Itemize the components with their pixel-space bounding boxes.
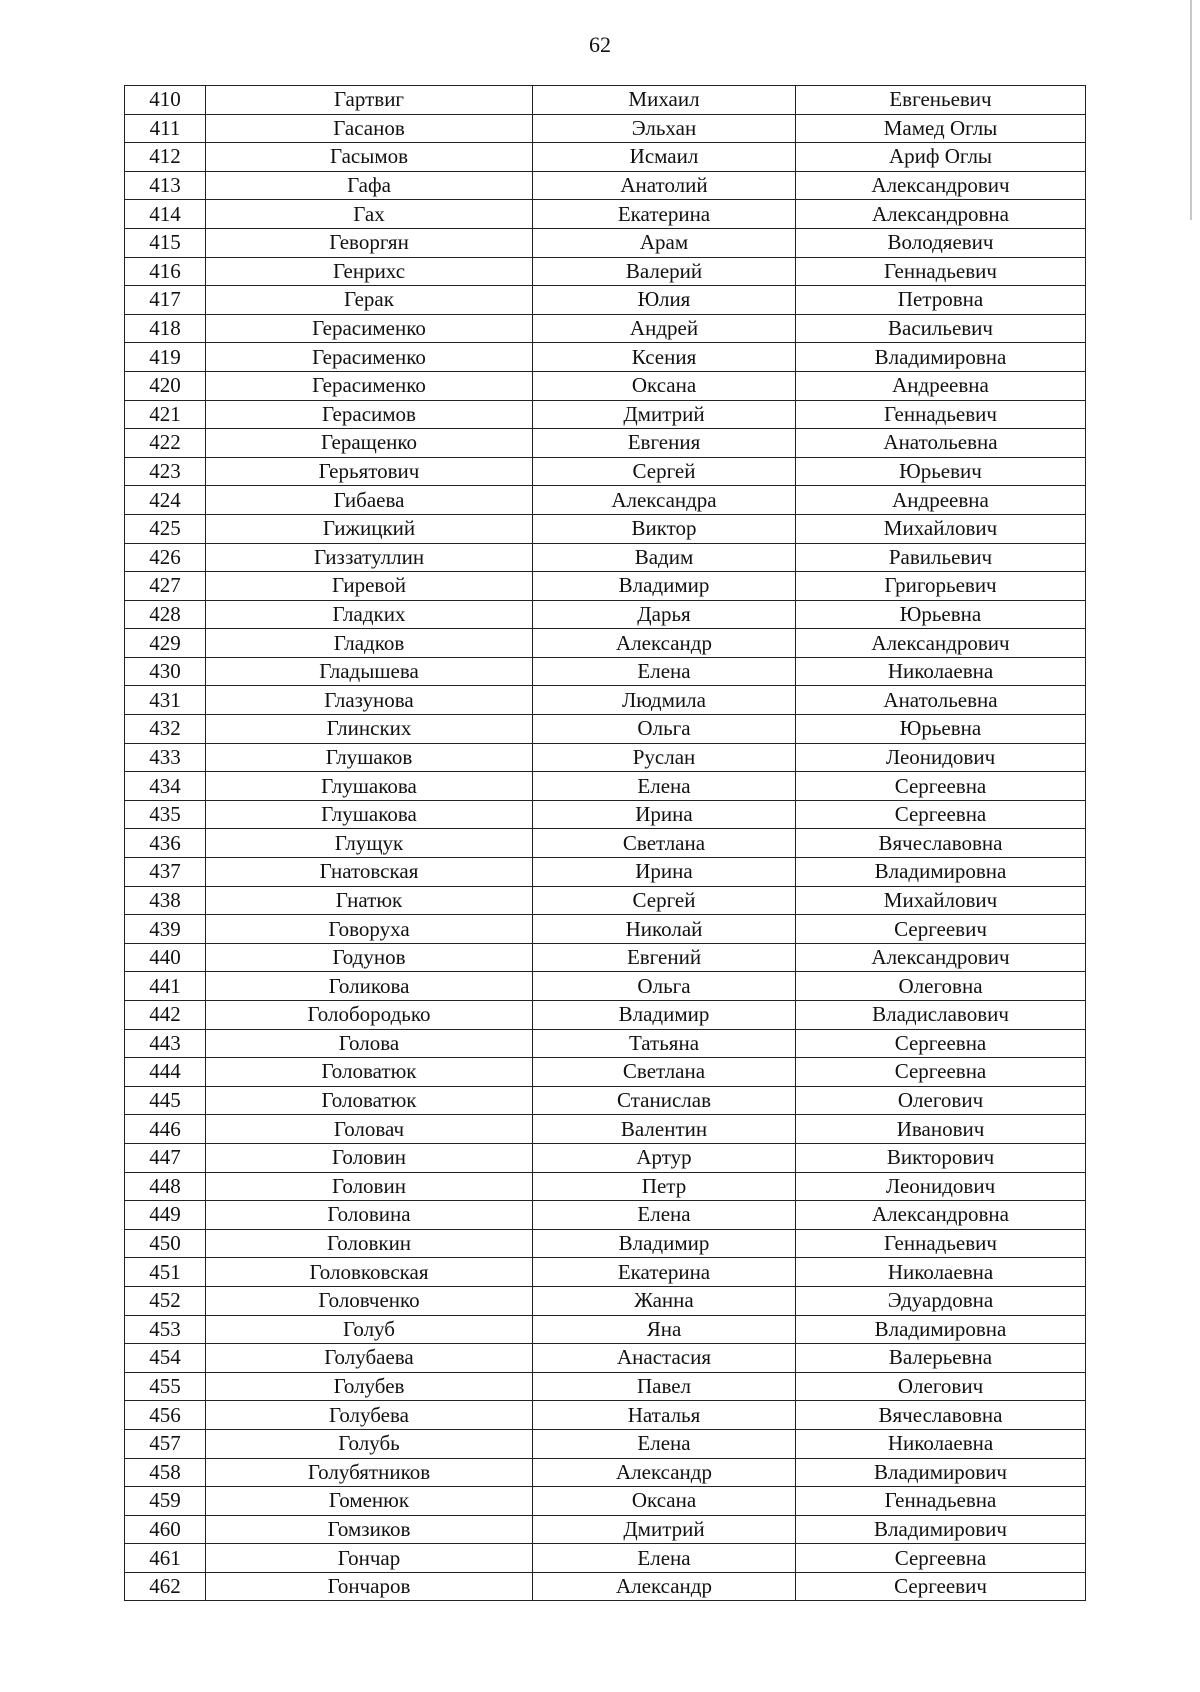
last-name-cell: Герак <box>206 286 533 315</box>
patronymic-cell: Сергеевна <box>796 1544 1086 1573</box>
table-row <box>125 800 1086 829</box>
table-row <box>125 286 1086 315</box>
first-name-cell: Александр <box>533 629 796 658</box>
table-row <box>125 1172 1086 1201</box>
row-number-cell: 456 <box>125 1401 206 1430</box>
table-row <box>125 1001 1086 1030</box>
table-row <box>125 886 1086 915</box>
row-number-cell: 452 <box>125 1286 206 1315</box>
row-number-cell: 420 <box>125 371 206 400</box>
table-row <box>125 743 1086 772</box>
table-row <box>125 343 1086 372</box>
last-name-cell: Гафа <box>206 171 533 200</box>
last-name-cell: Говоруха <box>206 915 533 944</box>
last-name-cell: Головина <box>206 1201 533 1230</box>
first-name-cell: Дмитрий <box>533 400 796 429</box>
patronymic-cell: Иванович <box>796 1115 1086 1144</box>
row-number-cell: 414 <box>125 200 206 229</box>
patronymic-cell: Сергеевич <box>796 915 1086 944</box>
last-name-cell: Голубятников <box>206 1458 533 1487</box>
first-name-cell: Светлана <box>533 829 796 858</box>
patronymic-cell: Александрович <box>796 629 1086 658</box>
last-name-cell: Головкин <box>206 1229 533 1258</box>
table-row <box>125 972 1086 1001</box>
row-number-cell: 410 <box>125 86 206 115</box>
last-name-cell: Гладких <box>206 600 533 629</box>
first-name-cell: Валерий <box>533 257 796 286</box>
last-name-cell: Гладков <box>206 629 533 658</box>
names-table-body <box>125 86 1086 1601</box>
first-name-cell: Александра <box>533 486 796 515</box>
first-name-cell: Артур <box>533 1143 796 1172</box>
patronymic-cell: Олегович <box>796 1372 1086 1401</box>
first-name-cell: Александр <box>533 1458 796 1487</box>
last-name-cell: Глазунова <box>206 686 533 715</box>
table-row <box>125 829 1086 858</box>
row-number-cell: 446 <box>125 1115 206 1144</box>
table-row <box>125 1487 1086 1516</box>
row-number-cell: 449 <box>125 1201 206 1230</box>
first-name-cell: Елена <box>533 657 796 686</box>
last-name-cell: Геращенко <box>206 429 533 458</box>
patronymic-cell: Петровна <box>796 286 1086 315</box>
patronymic-cell: Викторович <box>796 1143 1086 1172</box>
first-name-cell: Петр <box>533 1172 796 1201</box>
first-name-cell: Эльхан <box>533 114 796 143</box>
table-row <box>125 943 1086 972</box>
table-row <box>125 171 1086 200</box>
row-number-cell: 453 <box>125 1315 206 1344</box>
patronymic-cell: Олегович <box>796 1086 1086 1115</box>
last-name-cell: Голубева <box>206 1401 533 1430</box>
last-name-cell: Головач <box>206 1115 533 1144</box>
last-name-cell: Голобородько <box>206 1001 533 1030</box>
row-number-cell: 441 <box>125 972 206 1001</box>
patronymic-cell: Андреевна <box>796 486 1086 515</box>
patronymic-cell: Андреевна <box>796 371 1086 400</box>
table-row <box>125 457 1086 486</box>
first-name-cell: Павел <box>533 1372 796 1401</box>
table-row <box>125 1286 1086 1315</box>
last-name-cell: Гибаева <box>206 486 533 515</box>
row-number-cell: 457 <box>125 1429 206 1458</box>
row-number-cell: 429 <box>125 629 206 658</box>
first-name-cell: Яна <box>533 1315 796 1344</box>
patronymic-cell: Сергеевич <box>796 1572 1086 1601</box>
last-name-cell: Голубь <box>206 1429 533 1458</box>
row-number-cell: 412 <box>125 143 206 172</box>
patronymic-cell: Олеговна <box>796 972 1086 1001</box>
row-number-cell: 461 <box>125 1544 206 1573</box>
table-row <box>125 1086 1086 1115</box>
last-name-cell: Головатюк <box>206 1058 533 1087</box>
last-name-cell: Головатюк <box>206 1086 533 1115</box>
patronymic-cell: Вячеславовна <box>796 829 1086 858</box>
first-name-cell: Евгения <box>533 429 796 458</box>
patronymic-cell: Анатольевна <box>796 686 1086 715</box>
patronymic-cell: Григорьевич <box>796 572 1086 601</box>
first-name-cell: Евгений <box>533 943 796 972</box>
table-row <box>125 143 1086 172</box>
patronymic-cell: Владиславович <box>796 1001 1086 1030</box>
first-name-cell: Людмила <box>533 686 796 715</box>
last-name-cell: Гижицкий <box>206 514 533 543</box>
table-row <box>125 1344 1086 1373</box>
table-row <box>125 1515 1086 1544</box>
table-row <box>125 1372 1086 1401</box>
first-name-cell: Андрей <box>533 314 796 343</box>
first-name-cell: Виктор <box>533 514 796 543</box>
table-row <box>125 514 1086 543</box>
row-number-cell: 416 <box>125 257 206 286</box>
last-name-cell: Гладышева <box>206 657 533 686</box>
table-row <box>125 858 1086 887</box>
first-name-cell: Александр <box>533 1572 796 1601</box>
last-name-cell: Гнатюк <box>206 886 533 915</box>
first-name-cell: Ирина <box>533 800 796 829</box>
table-row <box>125 1258 1086 1287</box>
first-name-cell: Наталья <box>533 1401 796 1430</box>
patronymic-cell: Анатольевна <box>796 429 1086 458</box>
patronymic-cell: Михайлович <box>796 514 1086 543</box>
first-name-cell: Сергей <box>533 886 796 915</box>
row-number-cell: 460 <box>125 1515 206 1544</box>
row-number-cell: 422 <box>125 429 206 458</box>
patronymic-cell: Леонидович <box>796 743 1086 772</box>
table-row <box>125 629 1086 658</box>
patronymic-cell: Васильевич <box>796 314 1086 343</box>
patronymic-cell: Владимировна <box>796 1315 1086 1344</box>
patronymic-cell: Сергеевна <box>796 1058 1086 1087</box>
table-row <box>125 400 1086 429</box>
first-name-cell: Елена <box>533 1544 796 1573</box>
row-number-cell: 439 <box>125 915 206 944</box>
last-name-cell: Гомзиков <box>206 1515 533 1544</box>
row-number-cell: 423 <box>125 457 206 486</box>
row-number-cell: 451 <box>125 1258 206 1287</box>
patronymic-cell: Александрович <box>796 943 1086 972</box>
patronymic-cell: Владимировна <box>796 858 1086 887</box>
last-name-cell: Геворгян <box>206 228 533 257</box>
table-row <box>125 715 1086 744</box>
first-name-cell: Екатерина <box>533 1258 796 1287</box>
row-number-cell: 438 <box>125 886 206 915</box>
table-row <box>125 86 1086 115</box>
first-name-cell: Владимир <box>533 1001 796 1030</box>
table-row <box>125 657 1086 686</box>
row-number-cell: 427 <box>125 572 206 601</box>
patronymic-cell: Александровна <box>796 1201 1086 1230</box>
row-number-cell: 430 <box>125 657 206 686</box>
row-number-cell: 426 <box>125 543 206 572</box>
row-number-cell: 411 <box>125 114 206 143</box>
last-name-cell: Герасименко <box>206 371 533 400</box>
first-name-cell: Владимир <box>533 572 796 601</box>
row-number-cell: 421 <box>125 400 206 429</box>
first-name-cell: Исмаил <box>533 143 796 172</box>
last-name-cell: Голуб <box>206 1315 533 1344</box>
last-name-cell: Генрихс <box>206 257 533 286</box>
last-name-cell: Голубев <box>206 1372 533 1401</box>
table-row <box>125 1429 1086 1458</box>
patronymic-cell: Евгеньевич <box>796 86 1086 115</box>
last-name-cell: Годунов <box>206 943 533 972</box>
table-row <box>125 228 1086 257</box>
patronymic-cell: Александровна <box>796 200 1086 229</box>
table-row <box>125 1401 1086 1430</box>
table-row <box>125 1315 1086 1344</box>
patronymic-cell: Эдуардовна <box>796 1286 1086 1315</box>
row-number-cell: 442 <box>125 1001 206 1030</box>
table-row <box>125 1201 1086 1230</box>
table-row <box>125 915 1086 944</box>
patronymic-cell: Сергеевна <box>796 772 1086 801</box>
first-name-cell: Владимир <box>533 1229 796 1258</box>
last-name-cell: Голикова <box>206 972 533 1001</box>
patronymic-cell: Вячеславовна <box>796 1401 1086 1430</box>
last-name-cell: Гасымов <box>206 143 533 172</box>
table-row <box>125 429 1086 458</box>
table-row <box>125 1115 1086 1144</box>
table-row <box>125 600 1086 629</box>
patronymic-cell: Сергеевна <box>796 1029 1086 1058</box>
table-row <box>125 1029 1086 1058</box>
patronymic-cell: Михайлович <box>796 886 1086 915</box>
patronymic-cell: Владимировна <box>796 343 1086 372</box>
patronymic-cell: Равильевич <box>796 543 1086 572</box>
last-name-cell: Гах <box>206 200 533 229</box>
row-number-cell: 413 <box>125 171 206 200</box>
row-number-cell: 436 <box>125 829 206 858</box>
patronymic-cell: Геннадьевна <box>796 1487 1086 1516</box>
scan-edge-line <box>1190 0 1192 220</box>
first-name-cell: Екатерина <box>533 200 796 229</box>
last-name-cell: Глинских <box>206 715 533 744</box>
first-name-cell: Ольга <box>533 715 796 744</box>
first-name-cell: Валентин <box>533 1115 796 1144</box>
last-name-cell: Гиззатуллин <box>206 543 533 572</box>
first-name-cell: Ирина <box>533 858 796 887</box>
patronymic-cell: Геннадьевич <box>796 400 1086 429</box>
patronymic-cell: Юрьевна <box>796 715 1086 744</box>
last-name-cell: Глушакова <box>206 800 533 829</box>
row-number-cell: 458 <box>125 1458 206 1487</box>
row-number-cell: 448 <box>125 1172 206 1201</box>
patronymic-cell: Александрович <box>796 171 1086 200</box>
row-number-cell: 431 <box>125 686 206 715</box>
row-number-cell: 444 <box>125 1058 206 1087</box>
table-row <box>125 1572 1086 1601</box>
row-number-cell: 417 <box>125 286 206 315</box>
first-name-cell: Станислав <box>533 1086 796 1115</box>
patronymic-cell: Николаевна <box>796 657 1086 686</box>
patronymic-cell: Николаевна <box>796 1258 1086 1287</box>
patronymic-cell: Юрьевич <box>796 457 1086 486</box>
table-row <box>125 1229 1086 1258</box>
first-name-cell: Анатолий <box>533 171 796 200</box>
row-number-cell: 425 <box>125 514 206 543</box>
row-number-cell: 437 <box>125 858 206 887</box>
row-number-cell: 455 <box>125 1372 206 1401</box>
first-name-cell: Михаил <box>533 86 796 115</box>
last-name-cell: Гартвиг <box>206 86 533 115</box>
table-row <box>125 572 1086 601</box>
first-name-cell: Елена <box>533 772 796 801</box>
first-name-cell: Елена <box>533 1429 796 1458</box>
first-name-cell: Сергей <box>533 457 796 486</box>
row-number-cell: 418 <box>125 314 206 343</box>
patronymic-cell: Валерьевна <box>796 1344 1086 1373</box>
patronymic-cell: Ариф Оглы <box>796 143 1086 172</box>
table-row <box>125 1458 1086 1487</box>
first-name-cell: Арам <box>533 228 796 257</box>
last-name-cell: Головин <box>206 1143 533 1172</box>
patronymic-cell: Владимирович <box>796 1515 1086 1544</box>
row-number-cell: 443 <box>125 1029 206 1058</box>
row-number-cell: 462 <box>125 1572 206 1601</box>
first-name-cell: Елена <box>533 1201 796 1230</box>
last-name-cell: Гоменюк <box>206 1487 533 1516</box>
last-name-cell: Герьятович <box>206 457 533 486</box>
table-row <box>125 314 1086 343</box>
last-name-cell: Герасимов <box>206 400 533 429</box>
last-name-cell: Головин <box>206 1172 533 1201</box>
first-name-cell: Татьяна <box>533 1029 796 1058</box>
last-name-cell: Глущук <box>206 829 533 858</box>
row-number-cell: 415 <box>125 228 206 257</box>
patronymic-cell: Володяевич <box>796 228 1086 257</box>
last-name-cell: Глушаков <box>206 743 533 772</box>
last-name-cell: Герасименко <box>206 343 533 372</box>
last-name-cell: Голубаева <box>206 1344 533 1373</box>
row-number-cell: 432 <box>125 715 206 744</box>
table-row <box>125 486 1086 515</box>
last-name-cell: Гиревой <box>206 572 533 601</box>
patronymic-cell: Геннадьевич <box>796 1229 1086 1258</box>
row-number-cell: 459 <box>125 1487 206 1516</box>
row-number-cell: 454 <box>125 1344 206 1373</box>
last-name-cell: Гончаров <box>206 1572 533 1601</box>
table-row <box>125 772 1086 801</box>
first-name-cell: Николай <box>533 915 796 944</box>
first-name-cell: Дмитрий <box>533 1515 796 1544</box>
row-number-cell: 424 <box>125 486 206 515</box>
first-name-cell: Юлия <box>533 286 796 315</box>
first-name-cell: Жанна <box>533 1286 796 1315</box>
names-table <box>124 85 1086 1601</box>
first-name-cell: Ольга <box>533 972 796 1001</box>
row-number-cell: 428 <box>125 600 206 629</box>
row-number-cell: 434 <box>125 772 206 801</box>
patronymic-cell: Юрьевна <box>796 600 1086 629</box>
table-row <box>125 1058 1086 1087</box>
row-number-cell: 445 <box>125 1086 206 1115</box>
patronymic-cell: Геннадьевич <box>796 257 1086 286</box>
table-row <box>125 1143 1086 1172</box>
row-number-cell: 440 <box>125 943 206 972</box>
row-number-cell: 450 <box>125 1229 206 1258</box>
last-name-cell: Герасименко <box>206 314 533 343</box>
last-name-cell: Головченко <box>206 1286 533 1315</box>
first-name-cell: Руслан <box>533 743 796 772</box>
row-number-cell: 447 <box>125 1143 206 1172</box>
patronymic-cell: Сергеевна <box>796 800 1086 829</box>
patronymic-cell: Леонидович <box>796 1172 1086 1201</box>
patronymic-cell: Владимирович <box>796 1458 1086 1487</box>
first-name-cell: Ксения <box>533 343 796 372</box>
last-name-cell: Гасанов <box>206 114 533 143</box>
last-name-cell: Глушакова <box>206 772 533 801</box>
row-number-cell: 435 <box>125 800 206 829</box>
table-row <box>125 543 1086 572</box>
last-name-cell: Гончар <box>206 1544 533 1573</box>
first-name-cell: Оксана <box>533 371 796 400</box>
last-name-cell: Головковская <box>206 1258 533 1287</box>
table-row <box>125 371 1086 400</box>
first-name-cell: Оксана <box>533 1487 796 1516</box>
first-name-cell: Анастасия <box>533 1344 796 1373</box>
last-name-cell: Гнатовская <box>206 858 533 887</box>
patronymic-cell: Николаевна <box>796 1429 1086 1458</box>
table-row <box>125 200 1086 229</box>
table-row <box>125 686 1086 715</box>
table-row <box>125 257 1086 286</box>
first-name-cell: Вадим <box>533 543 796 572</box>
patronymic-cell: Мамед Оглы <box>796 114 1086 143</box>
row-number-cell: 433 <box>125 743 206 772</box>
last-name-cell: Голова <box>206 1029 533 1058</box>
first-name-cell: Дарья <box>533 600 796 629</box>
page-number: 62 <box>589 32 611 57</box>
first-name-cell: Светлана <box>533 1058 796 1087</box>
row-number-cell: 419 <box>125 343 206 372</box>
table-row <box>125 1544 1086 1573</box>
table-row <box>125 114 1086 143</box>
